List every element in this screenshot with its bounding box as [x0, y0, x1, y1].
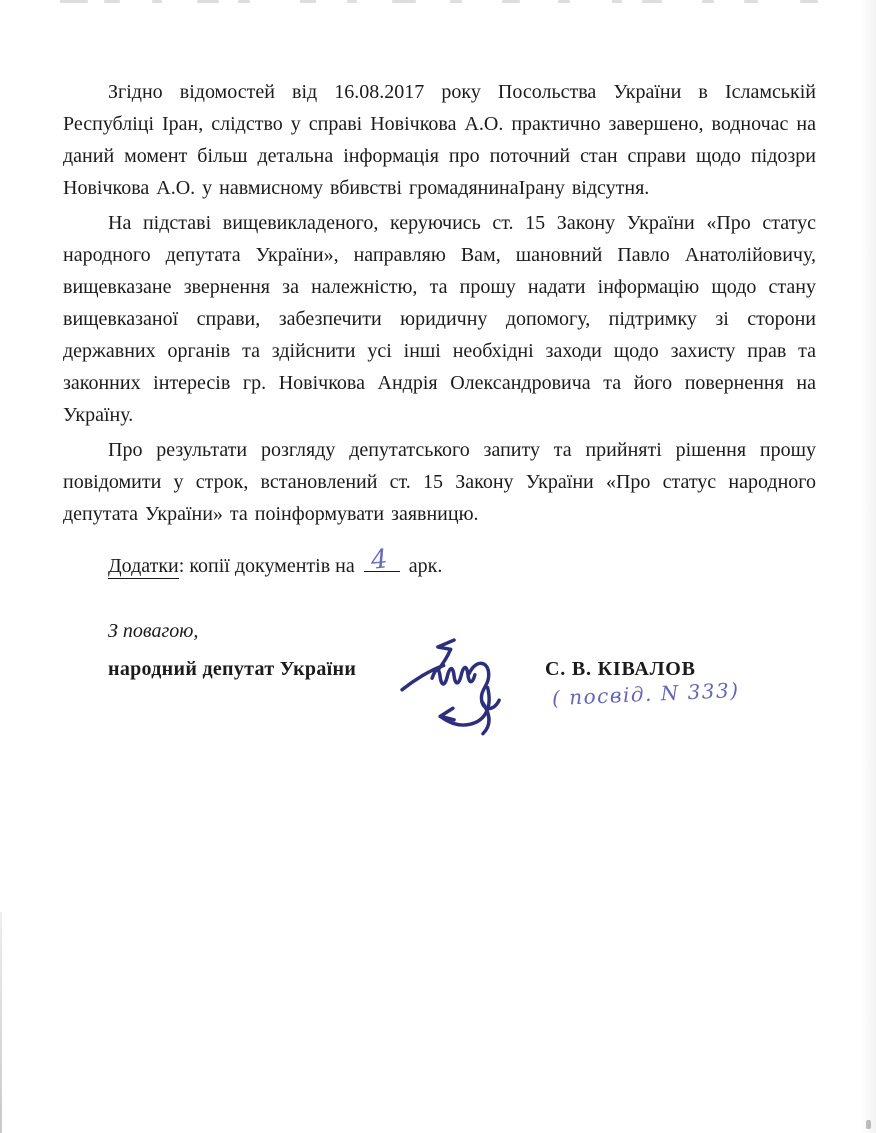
signer-name: С. В. КІВАЛОВ [545, 658, 696, 680]
attachments-line [108, 544, 443, 581]
signer-title: народний депутат України [108, 658, 357, 680]
signature-scribble [386, 632, 536, 736]
credential-note-handwritten: ( посвід. N 333) [551, 677, 740, 711]
paragraph-embassy-info: Згідно відомостей від 16.08.2017 року Посольства України в Ісламській Республіці Іран, слідство у справі Новічкова А.О. практично завершено, водночас на даний момент більш детальна інформація про поточний стан справи щодо підозри Новічкова А.О. у навмисному вбивстві громадянинаІрану відсутня. [63, 81, 816, 199]
attachments-suffix: арк. [408, 555, 443, 577]
attachments-text: : копії документів на [178, 555, 355, 577]
attachment-count-blank [364, 544, 400, 576]
salutation: З повагою, [108, 620, 199, 642]
scan-artifact-speck [866, 1120, 871, 1129]
attachments-label: Додатки [108, 555, 179, 577]
attachment-count-handwritten: 4 [369, 544, 389, 576]
paragraph-request: На підставі вищевикладеного, керуючись ст. 15 Закону України «Про статус народного депутата України», направляю Вам, шановний Павло Анатолійовичу, вищевказане звернення за належністю, та прошу надати інформацію щодо стану вищевказаної справи, забезпечити юридичну допомогу, підтримку зі сторони державних органів та здійснити усі інші необхідні заходи щодо захисту прав та законних інтересів гр. Новічкова Андрія Олександровича та його повернення на Україну. [63, 212, 816, 426]
scan-artifact-left-edge [0, 912, 2, 1133]
scan-artifact-right-band [860, 0, 876, 1133]
letter-body [63, 76, 816, 533]
paragraph-deadline: Про результати розгляду депутатського запиту та прийняті рішення прошу повідомити у строк, встановлений ст. 15 Закону України «Про статус народного депутата України» та поінформувати заявницю. [63, 439, 816, 525]
